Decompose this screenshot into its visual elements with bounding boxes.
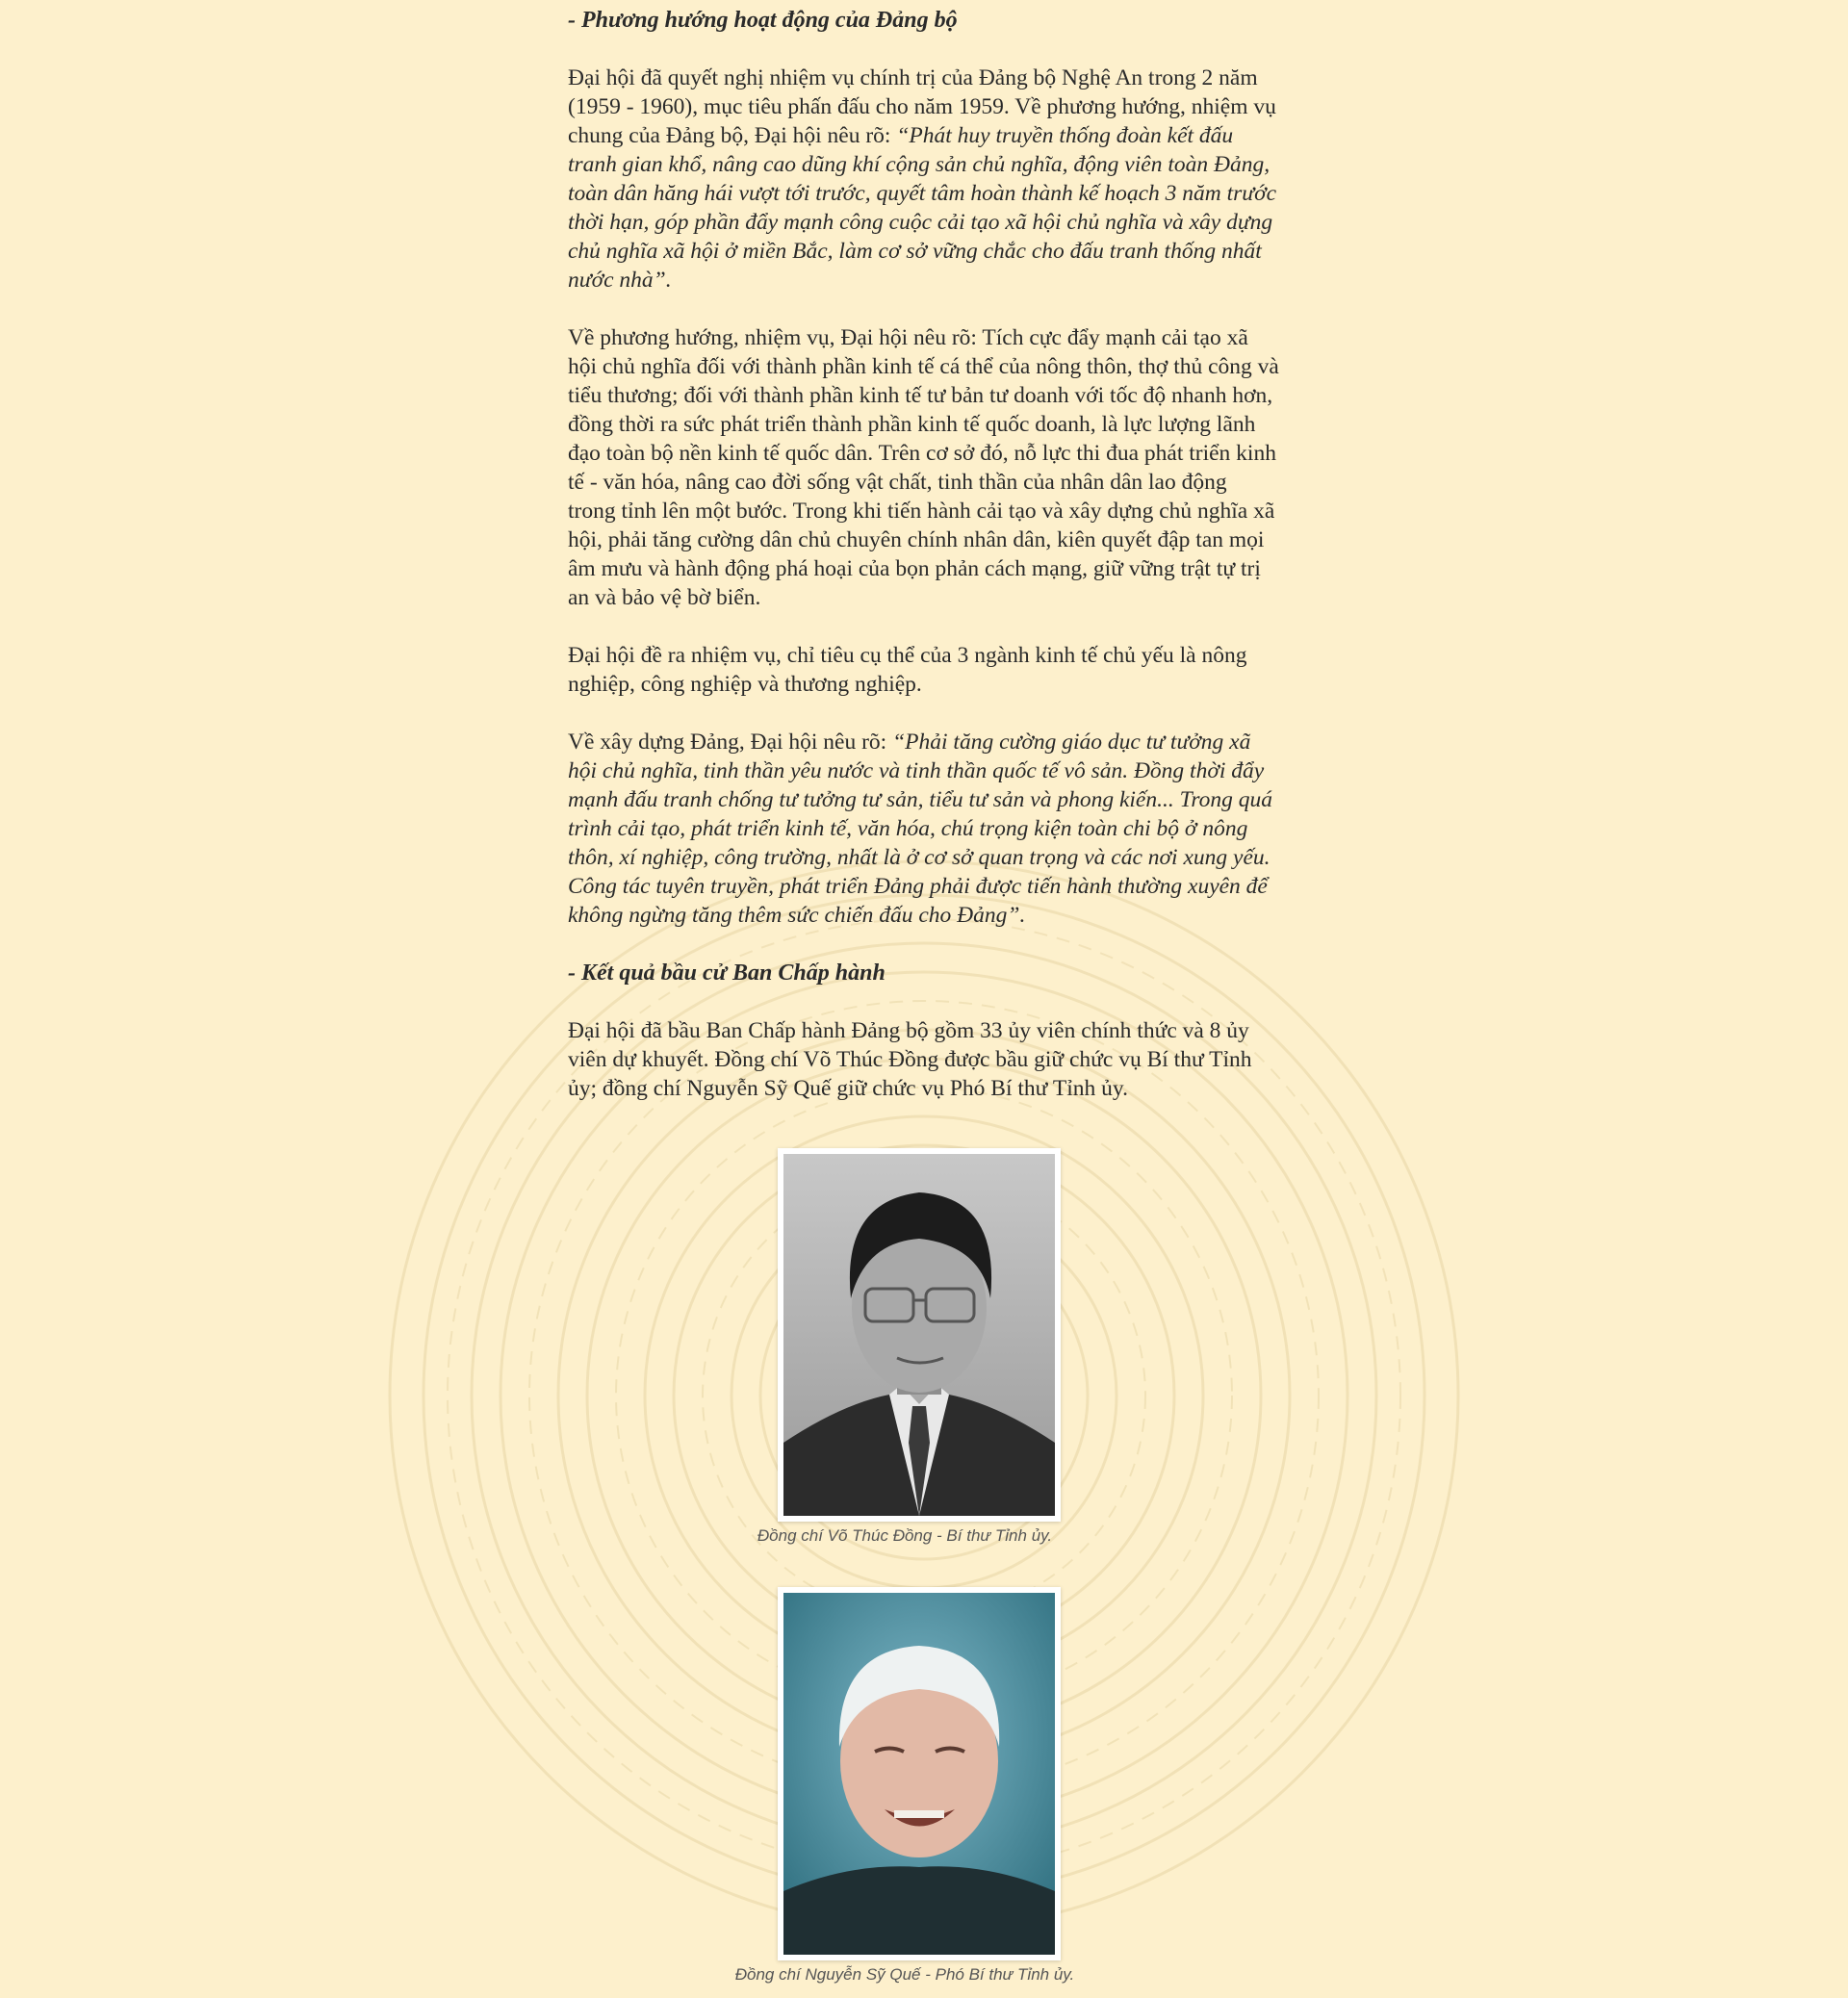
paragraph-economic-targets: Đại hội đề ra nhiệm vụ, chỉ tiêu cụ thể của 3 ngành kinh tế chủ yếu là nông nghiệp, công nghiệp và thương nghiệp. bbox=[568, 643, 1247, 697]
paragraph-direction-general bbox=[568, 64, 1280, 295]
article-body bbox=[568, 0, 1280, 1132]
paragraph-quote: “Phát huy truyền thống đoàn kết đấu tranh gian khổ, nâng cao dũng khí cộng sản chủ nghĩa, động viên toàn Đảng, toàn dân hăng hái vượt tới trước, quyết tâm hoàn thành kế hoạch 3 năm trước thời hạn, góp phần đẩy mạnh công cuộc cải tạo xã hội chủ nghĩa và xây dựng chủ nghĩa xã hội ở miền Bắc, làm cơ sở vững chắc cho đấu tranh thống nhất nước nhà”. bbox=[568, 123, 1277, 293]
paragraph-election-results: Đại hội đã bầu Ban Chấp hành Đảng bộ gồm 33 ủy viên chính thức và 8 ủy viên dự khuyết. Đồng chí Võ Thúc Đồng được bầu giữ chức vụ Bí thư Tỉnh ủy; đồng chí Nguyễn Sỹ Quế giữ chức vụ Phó Bí thư Tỉnh ủy. bbox=[568, 1018, 1252, 1101]
portrait-photo bbox=[783, 1154, 1055, 1516]
paragraph-party-building bbox=[568, 728, 1280, 930]
figure-portrait-nguyen-sy-que bbox=[778, 1587, 1061, 1960]
paragraph-text: Về xây dựng Đảng, Đại hội nêu rõ: bbox=[568, 730, 893, 755]
section-title-election-results: - Kết quả bầu cử Ban Chấp hành bbox=[568, 961, 886, 986]
portrait-photo-frame bbox=[778, 1587, 1061, 1960]
paragraph-text: Đại hội đã quyết nghị nhiệm vụ chính trị của Đảng bộ Nghệ An trong 2 năm (1959 - 1960), mục tiêu phấn đấu cho năm 1959. Về phương hướng, nhiệm vụ chung của Đảng bộ, Đại hội nêu rõ: bbox=[568, 65, 1276, 148]
figure-caption: Đồng chí Võ Thúc Đồng - Bí thư Tỉnh ủy. bbox=[757, 1526, 1053, 1545]
section-title-direction: - Phương hướng hoạt động của Đảng bộ bbox=[568, 8, 958, 33]
paragraph-quote: “Phải tăng cường giáo dục tư tưởng xã hội chủ nghĩa, tinh thần yêu nước và tinh thần quốc tế vô sản. Đồng thời đẩy mạnh đấu tranh chống tư tưởng tư sản, tiểu tư sản và phong kiến... Trong quá trình cải tạo, phát triển kinh tế, văn hóa, chú trọng kiện toàn chi bộ ở nông thôn, xí nghiệp, công trường, nhất là ở cơ sở quan trọng và các nơi xung yếu. Công tác tuyên truyền, phát triển Đảng phải được tiến hành thường xuyên để không ngừng tăng thêm sức chiến đấu cho Đảng”. bbox=[568, 730, 1273, 928]
figure-caption: Đồng chí Nguyễn Sỹ Quế - Phó Bí thư Tỉnh ủy. bbox=[734, 1965, 1075, 1984]
figure-portrait-vo-thuc-dong bbox=[778, 1148, 1061, 1522]
portrait-photo-frame bbox=[778, 1148, 1061, 1522]
portrait-photo bbox=[783, 1593, 1055, 1955]
paragraph-direction-tasks: Về phương hướng, nhiệm vụ, Đại hội nêu rõ: Tích cực đẩy mạnh cải tạo xã hội chủ nghĩa đối với thành phần kinh tế cá thể của nông thôn, thợ thủ công và tiểu thương; đối với thành phần kinh tế tư bản tư doanh với tốc độ nhanh hơn, đồng thời ra sức phát triển thành phần kinh tế quốc doanh, là lực lượng lãnh đạo toàn bộ nền kinh tế quốc dân. Trên cơ sở đó, nỗ lực thi đua phát triển kinh tế - văn hóa, nâng cao đời sống vật chất, tinh thần của nhân dân lao động trong tỉnh lên một bước. Trong khi tiến hành cải tạo và xây dựng chủ nghĩa xã hội, phải tăng cường dân chủ chuyên chính nhân dân, kiên quyết đập tan mọi âm mưu và hành động phá hoại của bọn phản cách mạng, giữ vững trật tự trị an và bảo vệ bờ biển. bbox=[568, 325, 1279, 610]
